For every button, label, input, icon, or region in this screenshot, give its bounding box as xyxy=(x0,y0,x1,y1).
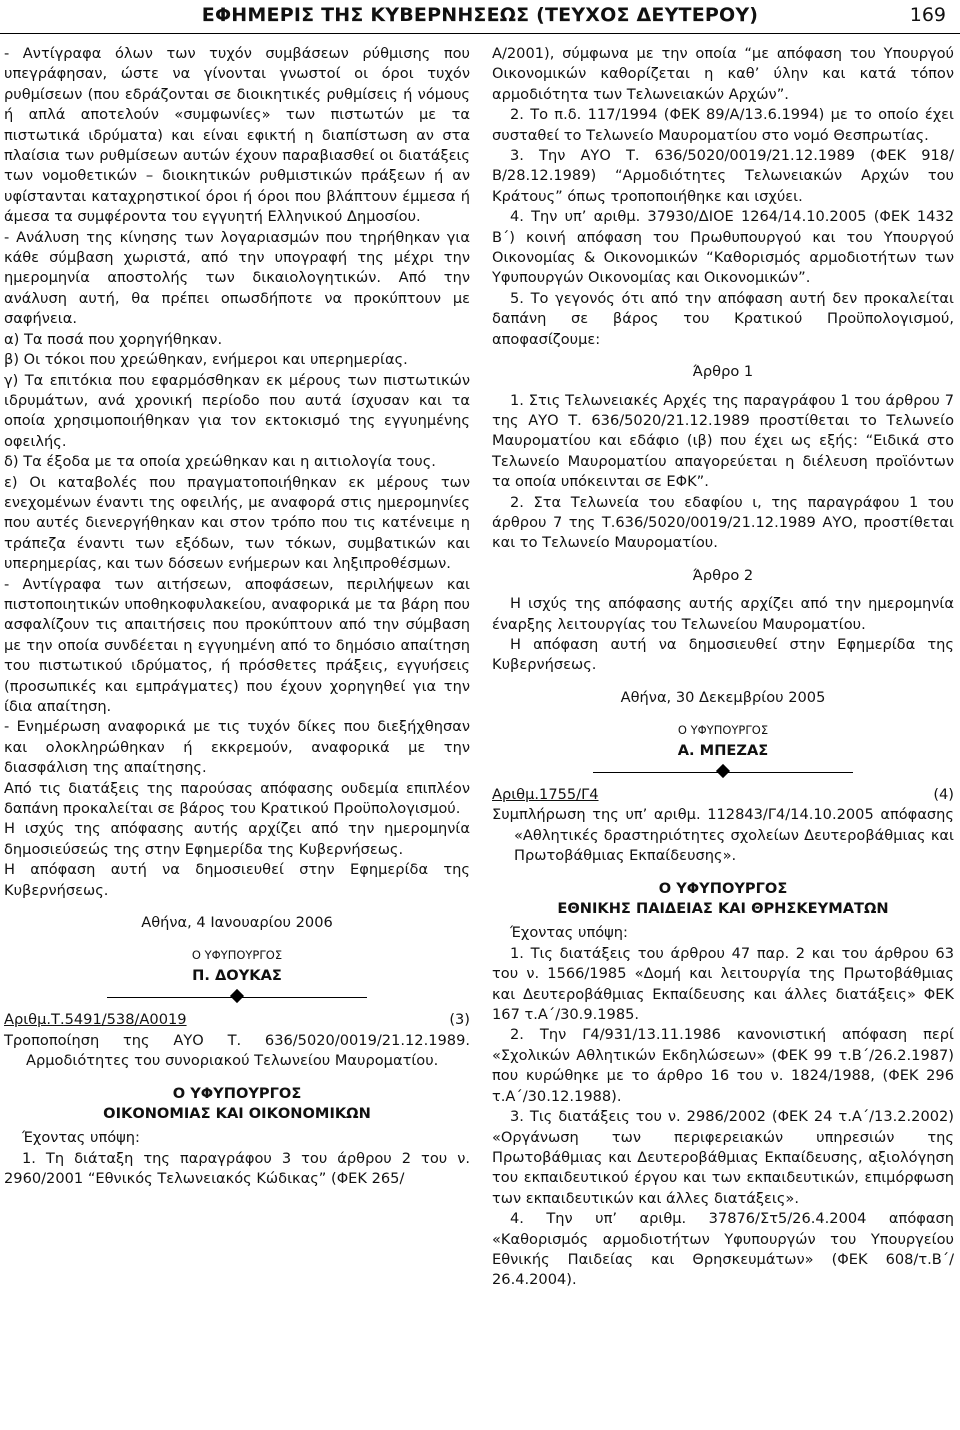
authority-ministry: ΕΘΝΙΚΗΣ ΠΑΙΔΕΙΑΣ ΚΑΙ ΘΡΗΣΚΕΥΜΑΤΩΝ xyxy=(557,900,889,918)
gazette-title: ΕΦΗΜΕΡΙΣ ΤΗΣ ΚΥΒΕΡΝΗΣΕΩΣ (ΤΕΥΧΟΣ ΔΕΥΤΕΡΟΥ) xyxy=(201,4,759,26)
minister-name: Α. ΜΠΕΖΑΣ xyxy=(677,741,769,759)
paragraph: 3. Την ΑΥΟ Τ. 636/5020/0019/21.12.1989 (ΦΕΚ 918/ Β/28.12.1989) “Αρμοδιότητες Τελωνειακών Αρχών του Κράτους” όπως τροποποιήθηκε και ισχύει. xyxy=(492,147,954,205)
paragraph: δ) Τα έξοδα με τα οποία χρεώθηκαν και η αιτιολογία τους. xyxy=(4,453,436,471)
separator-diamond xyxy=(492,765,954,779)
authority-ministry: ΟΙΚΟΝΟΜΙΑΣ ΚΑΙ ΟΙΚΟΝΟΜΙΚΩΝ xyxy=(103,1104,371,1122)
paragraph: ε) Οι καταβολές που πραγματοποιήθηκαν εκ μέρους των ενεχομένων έναντι της οφειλής, με αναφορά στις ημερομηνίες που αυτές διενεργήθηκαν και στον τρόπο που τις κατένειμε η τράπεζα έναντι των εξόδων, των τόκων, συμβατικών και υπερημερίας, και των δόσεων ενήμερων και ληξιπροθέσμων. xyxy=(4,473,470,573)
paragraph: Η ισχύς της απόφασης αυτής αρχίζει από την ημερομηνία έναρξης λειτουργίας του Τελωνείου Μαυροματίου. xyxy=(492,595,954,633)
decision-number: Αριθμ.1755/Γ4 xyxy=(492,786,599,803)
minister-role: Ο ΥΦΥΠΟΥΡΓΟΣ xyxy=(191,948,283,963)
paragraph: 2. Το π.δ. 117/1994 (ΦΕΚ 89/Α/13.6.1994) με το οποίο έχει συσταθεί το Τελωνείο Μαυροματίου στο νομό Θεσπρωτίας. xyxy=(492,106,954,144)
paragraph: Η απόφαση αυτή να δημοσιευθεί στην Εφημερίδα της Κυβερνήσεως. xyxy=(492,635,954,674)
paragraph: - Ενημέρωση αναφορικά με τις τυχόν δίκες που διεξήχθησαν και ολοκληρώθηκαν ή εκκρεμούν, αναφορικά με την διασφάλιση της απαίτησης. xyxy=(4,718,470,777)
paragraph: 4. Την υπ’ αριθμ. 37876/Στ5/26.4.2004 απόφαση «Καθορισμός αρμοδιοτήτων Υφυπουργών του Υπουργείου Εθνικής Παιδείας και Θρησκευμάτων» (ΦΕΚ 608/τ.Β΄/ 26.4.2004). xyxy=(492,1210,954,1289)
decision-index: (3) xyxy=(449,1011,470,1029)
article-heading: Άρθρο 1 xyxy=(692,363,754,381)
paragraph: 5. Το γεγονός ότι από την απόφαση αυτή δεν προκαλείται δαπάνη σε βάρος του Κρατικού Προϋπολογισμού, αποφασίζουμε: xyxy=(492,289,954,348)
paragraph: Από τις διατάξεις της παρούσας απόφασης ουδεμία επιπλέον δαπάνη προκαλείται σε βάρος του Κρατικού Προϋπολογισμού. xyxy=(4,779,470,818)
paragraph: 1. Στις Τελωνειακές Αρχές της παραγράφου 1 του άρθρου 7 της ΑΥΟ Τ. 636/5020/21.12.1989 προστίθεται το Τελωνείο Μαυροματίου και εδάφιο (ιβ) που έχει ως εξής: “Ειδικά στο Τελωνείο Μαυροματίου απαγορεύεται η διέλευση προϊόντων τα οποία υπόκεινται σε ΕΦΚ”. xyxy=(492,391,954,491)
minister-role: Ο ΥΦΥΠΟΥΡΓΟΣ xyxy=(677,723,769,738)
page-header xyxy=(0,0,960,34)
paragraph: - Αντίγραφα των αιτήσεων, αποφάσεων, περιλήψεων και πιστοποιητικών υποθηκοφυλακείου, αναφορικά με τα βάρη που ασφαλίζουν τις απαιτήσεις που προκύπτουν από την σύμβαση με την οποία συνδέεται η εγγυημένη από το δημόσιο απαίτηση του πιστωτικού ιδρύματος, ή πρόσθετες πράξεις, εγγυήσεις (προσωπικές και εμπράγματες) που έχουν χορηγηθεί για την ίδια απαίτηση. xyxy=(4,575,470,715)
decision-subject: Συμπλήρωση της υπ’ αριθμ. 112843/Γ4/14.10.2005 απόφασης «Αθλητικές δραστηριότητες σχολείων Δευτεροβάθμιας και Πρωτοβάθμιας Εκπαίδευσης». xyxy=(492,806,954,865)
paragraph: 4. Την υπ’ αριθμ. 37930/ΔΙΟΕ 1264/14.10.2005 (ΦΕΚ 1432 Β΄) κοινή απόφαση του Πρωθυπουργού και του Υπουργού Οικονομίας & Οικονομικών “Καθορισμός αρμοδιοτήτων των Υφυπουργών Οικονομίας και Οικονομικών”. xyxy=(492,208,954,287)
paragraph: α) Τα ποσά που χορηγήθηκαν. xyxy=(4,330,223,348)
minister-name: Π. ΔΟΥΚΑΣ xyxy=(192,966,282,984)
authority-title: Ο ΥΦΥΠΟΥΡΓΟΣ xyxy=(658,879,788,897)
header-rule xyxy=(0,33,960,34)
paragraph: Η απόφαση αυτή να δημοσιευθεί στην Εφημερίδα της Κυβερνήσεως. xyxy=(4,861,470,899)
authority-title: Ο ΥΦΥΠΟΥΡΓΟΣ xyxy=(172,1084,302,1102)
article-heading: Άρθρο 2 xyxy=(692,566,754,584)
paragraph: 2. Στα Τελωνεία του εδαφίου ι, της παραγράφου 1 του άρθρου 7 της Τ.636/5020/0019/21.12.1989 ΑΥΟ, προστίθεται και το Τελωνείο Μαυροματίου. xyxy=(492,493,954,552)
paragraph: 2. Την Γ4/931/13.11.1986 κανονιστική απόφαση περί «Σχολικών Αθλητικών Εκδηλώσεων» (ΦΕΚ 99 τ.Β΄/26.2.1987) που κυρώθηκε με το άρθρο 16 του ν. 1824/1988, (ΦΕΚ 296 τ.Α΄/30.12.1988). xyxy=(492,1026,954,1105)
having-regard: Έχοντας υπόψη: xyxy=(510,924,628,942)
decision-number: Αριθμ.Τ.5491/538/Α0019 xyxy=(4,1011,187,1029)
decision-subject: Τροποποίηση της ΑΥΟ Τ. 636/5020/0019/21.12.1989. Αρμοδιότητες του συνοριακού Τελωνείου Μαυροματίου. xyxy=(4,1031,470,1070)
paragraph: Η ισχύς της απόφασης αυτής αρχίζει από την ημερομηνία δημοσιεύσεώς της στην Εφημερίδα της Κυβερνήσεως. xyxy=(4,820,470,858)
decision-reference xyxy=(492,785,954,805)
paragraph: γ) Τα επιτόκια που εφαρμόσθηκαν εκ μέρους των πιστωτικών ιδρυμάτων, ανά χρονική περίοδο που αυτά ίσχυσαν και τα οποία χρησιμοποιήθηκαν για τον εκτοκισμό της εγγυημένης οφειλής. xyxy=(4,371,470,450)
decision-index: (4) xyxy=(933,786,954,803)
paragraph: - Ανάλυση της κίνησης των λογαριασμών που τηρήθηκαν για κάθε σύμβαση χωριστά, από την υπογραφή της μέχρι την ημερομηνία αποστολής των δικαιολογητικών. Από την ανάλυση αυτή, θα πρέπει οπωσδήποτε να προκύπτουν με σαφήνεια. xyxy=(4,228,470,328)
right-column xyxy=(492,44,954,1291)
paragraph: Α/2001), σύμφωνα με την οποία “με απόφαση του Υπουργού Οικονομικών καθορίζεται η καθ’ ύλην και κατά τόπον αρμοδιότητα των Τελωνειακών Αρχών”. xyxy=(492,45,954,103)
decision-reference xyxy=(4,1010,470,1030)
place-date: Αθήνα, 4 Ιανουαρίου 2006 xyxy=(141,914,333,932)
paragraph: 1. Τη διάταξη της παραγράφου 3 του άρθρου 2 του ν. 2960/2001 “Εθνικός Τελωνειακός Κώδικας” (ΦΕΚ 265/ xyxy=(4,1149,470,1188)
page-number: 169 xyxy=(909,4,946,26)
paragraph: β) Οι τόκοι που χρεώθηκαν, ενήμεροι και υπερημερίας. xyxy=(4,351,408,369)
paragraph: 3. Τις διατάξεις του ν. 2986/2002 (ΦΕΚ 24 τ.Α΄/13.2.2002) «Οργάνωση των περιφερειακών υπηρεσιών της Πρωτοβάθμιας και Δευτεροβάθμιας Εκπαίδευσης, αξιολόγηση του εκπαιδευτικού έργου και των εκπαιδευτικών, επιμόρφωση των εκπαιδευτικών και άλλες διατάξεις». xyxy=(492,1108,954,1207)
left-column xyxy=(4,44,470,1190)
separator-diamond xyxy=(4,990,470,1004)
having-regard: Έχοντας υπόψη: xyxy=(22,1129,140,1147)
place-date: Αθήνα, 30 Δεκεμβρίου 2005 xyxy=(620,688,826,706)
paragraph: 1. Τις διατάξεις του άρθρου 47 παρ. 2 και του άρθρου 63 του ν. 1566/1985 «Δομή και λειτουργία της Πρωτοβάθμιας και Δευτεροβάθμιας Εκπαίδευσης και άλλες διατάξεις» ΦΕΚ 167 τ.Α΄/30.9.1985. xyxy=(492,944,954,1024)
paragraph: - Αντίγραφα όλων των τυχόν συμβάσεων ρύθμισης που υπεγράφησαν, ώστε να γίνονται γνωστοί οι όροι τυχόν ρυθμίσεων (που εδράζονται σε διοικητικές ρυθμίσεις ή νόμους ή απλά αποτελούν «συμφωνίες» των πιστωτών με τα πιστωτικά ιδρύματα) και είναι εφικτή η διαπίστωση αν στα πλαίσια των ρυθμίσεων αυτών έχουν παραβιασθεί οι διατάξεις των νομοθετικών – διοικητικών ρυθμιστικών πράξεων ή αν υφίστανται καταχρηστικοί όροι ή όροι που βλάπτουν έμμεσα ή άμεσα τα συμφέροντα του εγγυητή Ελληνικού Δημοσίου. xyxy=(4,45,470,226)
